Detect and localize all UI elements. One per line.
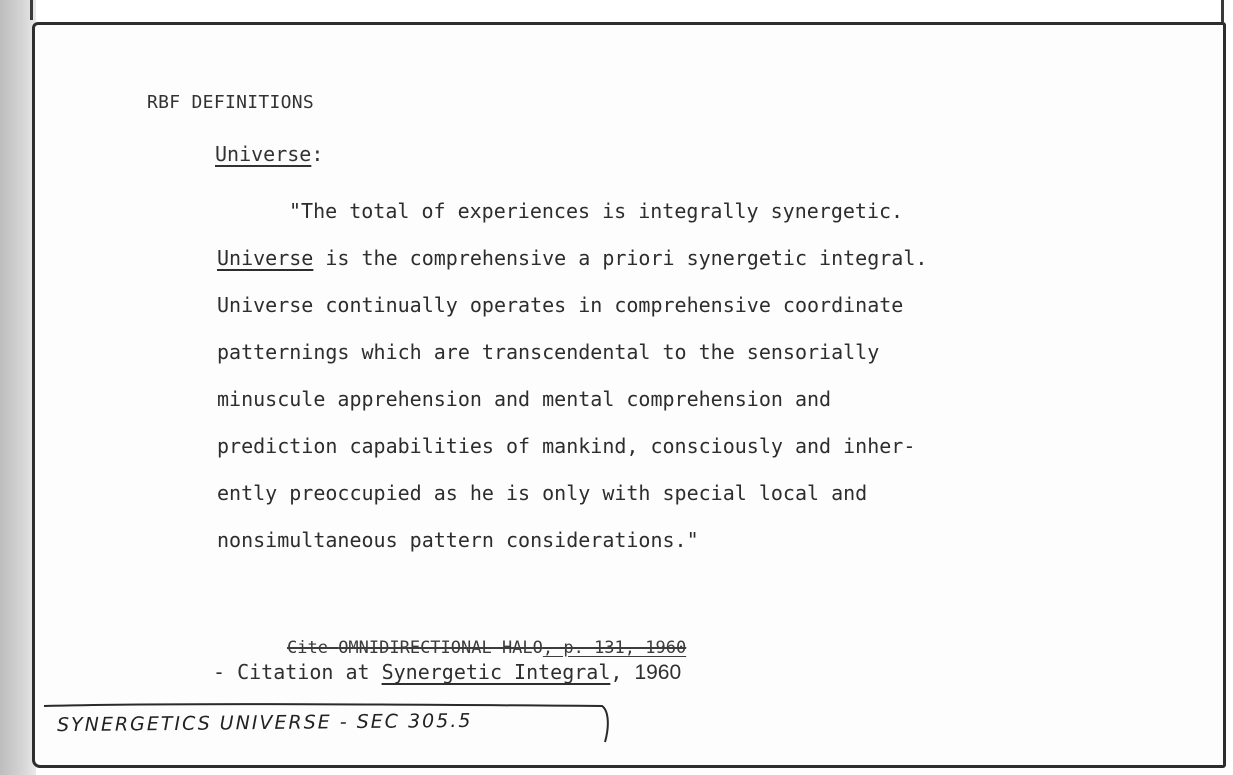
term-colon: : [311,142,324,166]
citation-prefix: - Citation at [213,660,382,684]
quote-line-6: prediction capabilities of mankind, consciously and inher- [217,434,916,458]
quote-line-5: minuscule apprehension and mental comprehension and [217,387,832,411]
struck-source: OMNIDIRECTIONAL HALO [338,638,543,658]
quote-line-7: ently preoccupied as he is only with special local and [217,481,868,505]
document-header: RBF DEFINITIONS [147,92,315,113]
citation-year: 1960 [634,661,682,684]
quote-line-4: patternings which are transcendental to the sensorially [217,340,880,364]
top-right-rule [1221,0,1224,22]
defined-term [215,142,323,166]
term-word: Universe [215,142,312,166]
quote-line-2 [217,235,1097,282]
struck-citation [287,638,686,658]
citation-source: Synergetic Integral [381,660,611,684]
citation-line [213,660,681,685]
scan-shadow [0,0,36,775]
citation-sep: , [610,660,635,684]
right-edge [1228,0,1233,775]
quote-underlined-universe: Universe [217,246,314,270]
quote-line-1: "The total of experiences is integrally synergetic. [289,199,904,223]
definition-quote [217,188,1097,564]
handwritten-note: SYNERGETICS UNIVERSE - SEC 305.5 [56,709,473,737]
struck-suffix: , p. 131, 1960 [542,638,687,658]
top-left-rule [30,0,33,20]
quote-line-2-rest: is the comprehensive a priori synergetic integral. [313,246,928,270]
quote-line-8: nonsimultaneous pattern considerations." [217,528,699,552]
struck-prefix: Cite [287,638,339,658]
quote-line-3: Universe continually operates in comprehensive coordinate [217,293,904,317]
